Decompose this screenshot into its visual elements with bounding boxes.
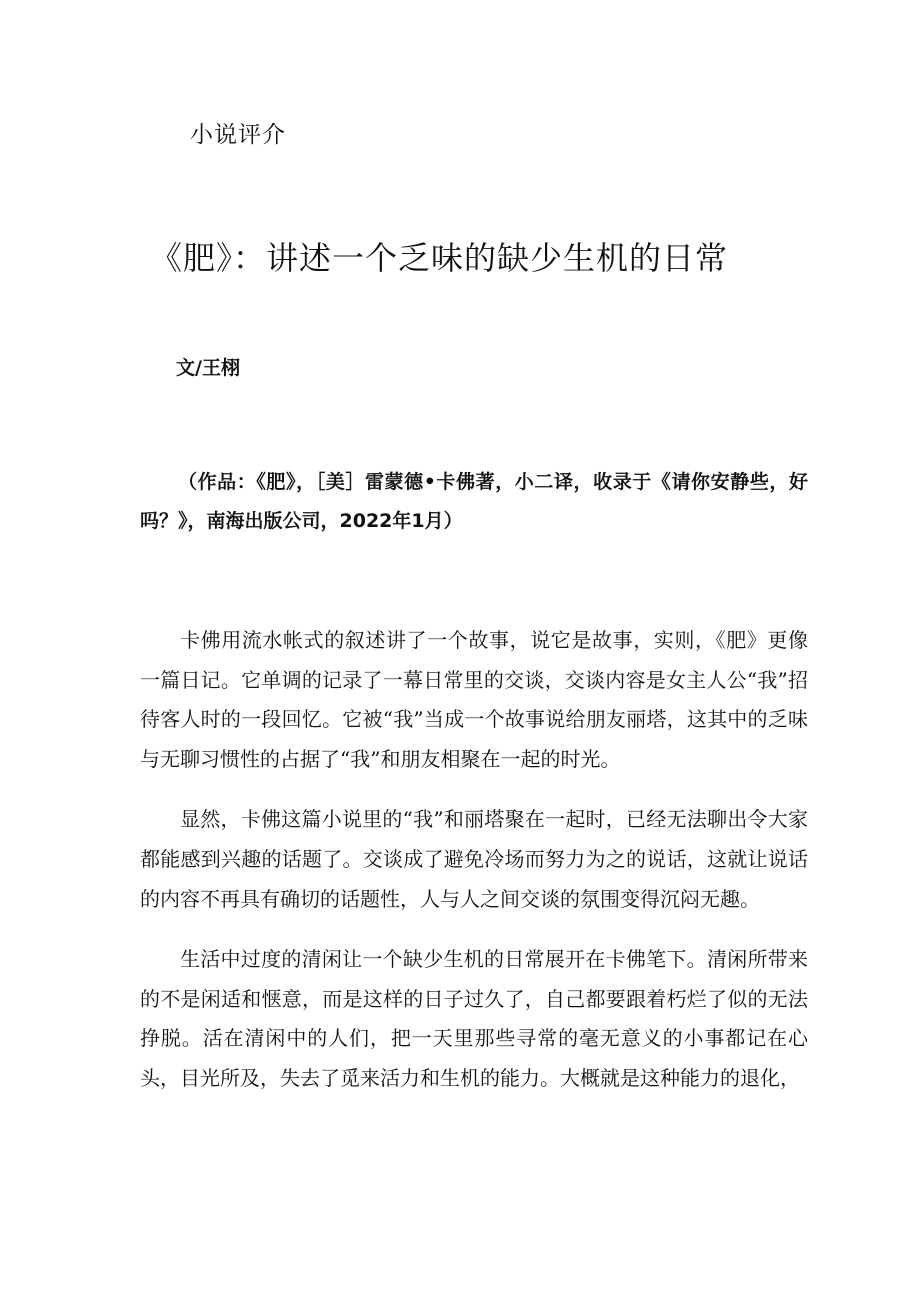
body-paragraph-3: 生活中过度的清闲让一个缺少生机的日常展开在卡佛笔下。清闲所带来的不是闲适和惬意，而是这样的日子过久了，自己都要跟着朽烂了似的无法挣脱。活在清闲中的人们，把一天里那些寻常的毫无意义的小事都记在心头，目光所及，失去了觅来活力和生机的能力。大概就是这种能力的退化， (140, 947, 808, 1090)
article-body (140, 621, 808, 1120)
source-citation: （作品：《肥》，［美］雷蒙德•卡佛著，小二译，收录于《请你安静些，好吗？》，南海出版公司，2022年1月） (140, 471, 808, 532)
author-line: 文/王栩 (176, 357, 240, 379)
section-label: 小说评介 (190, 122, 286, 148)
body-paragraph-1: 卡佛用流水帐式的叙述讲了一个故事，说它是故事，实则，《肥》更像一篇日记。它单调的记录了一幕日常里的交谈，交谈内容是女主人公“我”招待客人时的一段回忆。它被“我”当成一个故事说给朋友丽塔，这其中的乏味与无聊习惯性的占据了“我”和朋友相聚在一起的时光。 (140, 628, 808, 771)
article-title: 《肥》：讲述一个乏味的缺少生机的日常 (150, 239, 729, 277)
body-paragraph-2: 显然，卡佛这篇小说里的“我”和丽塔聚在一起时，已经无法聊出令大家都能感到兴趣的话题了。交谈成了避免冷场而努力为之的说话，这就让说话的内容不再具有确切的话题性，人与人之间交谈的氛围变得沉闷无趣。 (140, 807, 808, 911)
